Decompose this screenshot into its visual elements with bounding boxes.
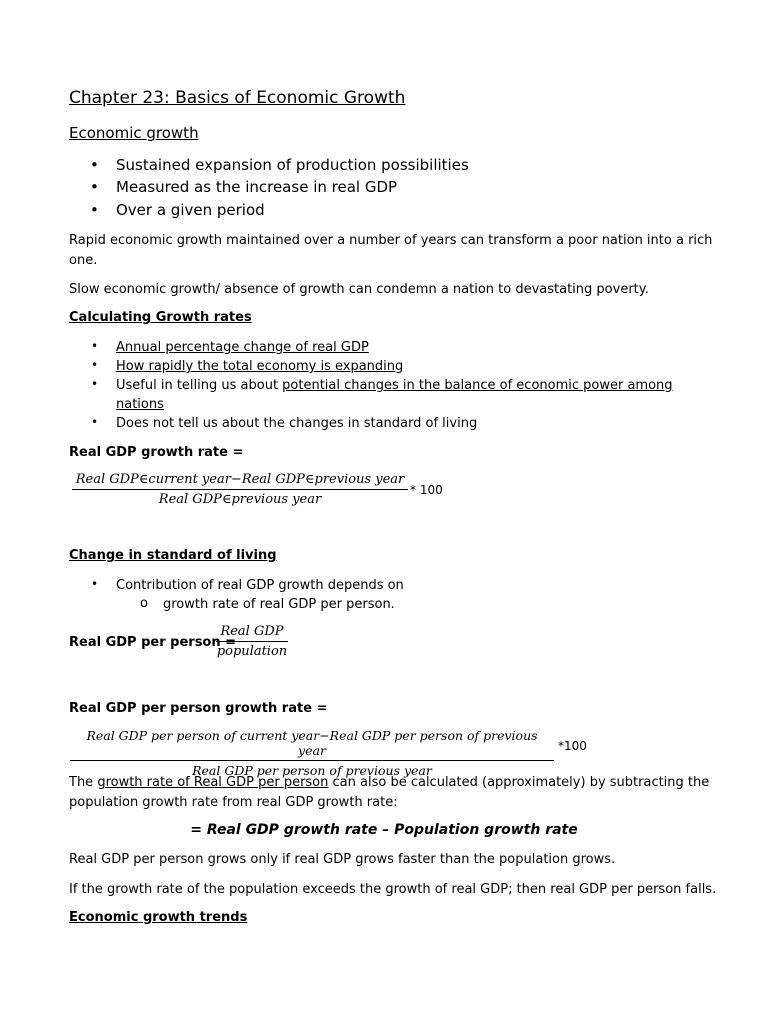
bullet-dot-icon: • [91, 339, 99, 353]
fraction-numerator: Real GDP∈current year−Real GDP∈previous year [72, 472, 408, 490]
paragraph: Real GDP per person grows only if real GDP grows faster than the population grows. [69, 852, 616, 867]
section-heading-calculating: Calculating Growth rates [69, 310, 252, 325]
list-item: Measured as the increase in real GDP [116, 178, 398, 196]
paragraph: population growth rate from real GDP growth rate: [69, 795, 398, 810]
fraction-denominator: Real GDP∈previous year [158, 492, 322, 507]
bullet-dot-icon: • [91, 358, 99, 372]
list-item-continuation: nations [116, 397, 164, 412]
formula-label: Real GDP per person growth rate = [69, 701, 328, 716]
list-item: Over a given period [116, 201, 265, 219]
list-item [116, 378, 673, 393]
paragraph: Slow economic growth/ absence of growth can condemn a nation to devastating poverty. [69, 282, 649, 297]
sub-bullet-marker: o [140, 596, 148, 611]
fraction-denominator: population [216, 644, 288, 659]
section-heading-trends: Economic growth trends [69, 910, 248, 925]
paragraph [69, 775, 709, 790]
list-item: How rapidly the total economy is expanding [116, 359, 404, 374]
paragraph: If the growth rate of the population exceeds the growth of real GDP; then real GDP per person falls. [69, 882, 717, 897]
per-person-growth-fraction [70, 728, 554, 778]
bullet-dot-icon: • [90, 156, 99, 174]
formula-label: Real GDP per person = [69, 635, 237, 650]
bullet-dot-icon: • [90, 178, 99, 196]
list-item: Does not tell us about the changes in standard of living [116, 416, 478, 431]
bullet-dot-icon: • [91, 577, 99, 591]
underlined-phrase: growth rate of Real GDP per person [97, 775, 329, 790]
list-item: Annual percentage change of real GDP [116, 340, 369, 355]
underlined-phrase: potential changes in the balance of economic power among [282, 378, 673, 393]
multiplier: *100 [558, 739, 587, 753]
section-heading-economic-growth: Economic growth [69, 124, 199, 142]
paragraph-text: The [69, 775, 98, 790]
paragraph: one. [69, 253, 98, 268]
bullet-dot-icon: • [91, 377, 99, 391]
approximation-formula: = Real GDP growth rate – Population growth rate [190, 822, 578, 838]
fraction-numerator: Real GDP [216, 624, 288, 642]
multiplier: * 100 [410, 483, 443, 497]
sub-list-item: growth rate of real GDP per person. [163, 597, 395, 612]
per-person-fraction [216, 624, 288, 659]
list-item-text: Useful in telling us about [116, 378, 283, 393]
section-heading-standard-of-living: Change in standard of living [69, 548, 277, 563]
paragraph: Rapid economic growth maintained over a number of years can transform a poor nation into a rich [69, 233, 713, 248]
growth-rate-fraction [72, 472, 408, 507]
bullet-dot-icon: • [90, 201, 99, 219]
list-item: Sustained expansion of production possibilities [116, 156, 469, 174]
bullet-dot-icon: • [91, 415, 99, 429]
list-item: Contribution of real GDP growth depends on [116, 578, 404, 593]
fraction-numerator: Real GDP per person of current year−Real GDP per person of previous year [70, 728, 554, 761]
page-title: Chapter 23: Basics of Economic Growth [69, 88, 406, 108]
fraction-denominator: Real GDP per person of previous year [192, 763, 432, 778]
paragraph-text: can also be calculated (approximately) by subtracting the [328, 775, 710, 790]
formula-label: Real GDP growth rate = [69, 445, 244, 460]
